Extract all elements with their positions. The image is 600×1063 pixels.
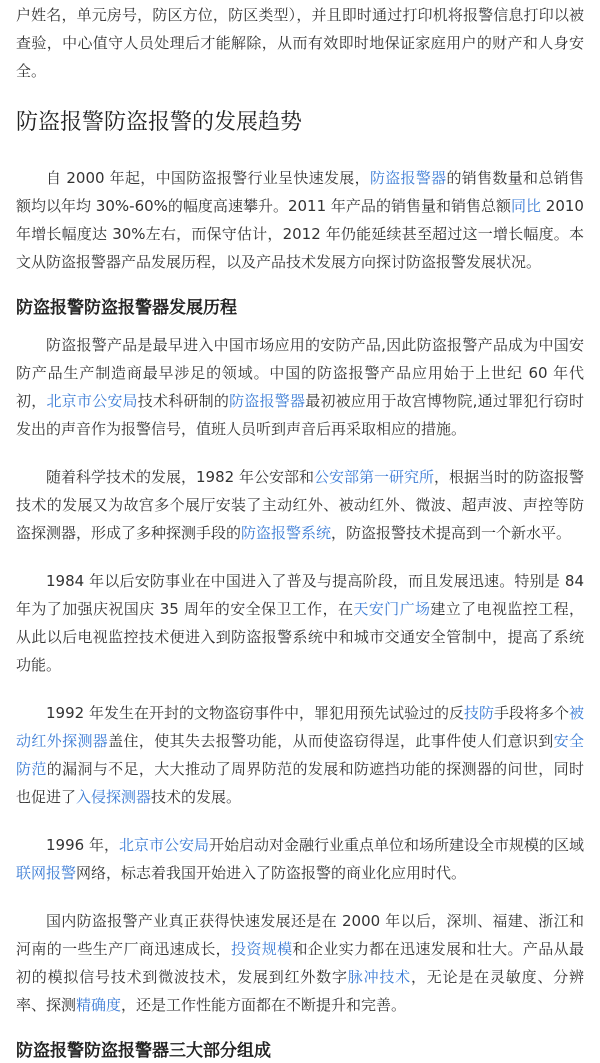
keyword-link[interactable]: 脉冲技术: [347, 968, 411, 986]
paragraph-text: 开始启动对金融行业重点单位和场所建设全市规模的区域: [208, 836, 584, 854]
paragraph-text: 手段将多个: [493, 704, 569, 722]
paragraph: [16, 1, 584, 85]
keyword-link[interactable]: 投资规模: [231, 940, 293, 958]
subsection-heading: 防盗报警防盗报警器发展历程: [16, 298, 237, 318]
paragraph-text: ，无论是在灵敏度、分辨率、探测: [16, 968, 584, 1014]
keyword-link[interactable]: 北京市公安局: [46, 392, 138, 410]
keyword-link[interactable]: 公安部第一研究所: [313, 468, 434, 486]
paragraph-text: 盖住，使其失去报警功能，从而使盗窃得逞，此事件使人们意识到: [108, 732, 554, 750]
keyword-link[interactable]: 被动红外探测器: [16, 704, 584, 750]
paragraph-text: 和企业实力都在迅速发展和壮大。产品从最初的模拟信号技术到微波技术，发展到红外数字: [16, 940, 584, 986]
keyword-link[interactable]: 天安门广场: [353, 600, 431, 618]
keyword-link[interactable]: 入侵探测器: [76, 788, 152, 806]
paragraph-text: 1984 年以后安防事业在中国进入了普及与提高阶段，而且发展迅速。特别是 84 年为了加强庆祝国庆 35 周年的安全保卫工作，在: [16, 572, 584, 618]
paragraph-text: 随着科学技术的发展，1982 年公安部和: [46, 468, 314, 486]
paragraph: [16, 831, 584, 887]
keyword-link[interactable]: 北京市公安局: [118, 836, 209, 854]
paragraph-text: 1996 年，: [46, 836, 119, 854]
keyword-link[interactable]: 联网报警: [16, 864, 77, 882]
paragraph-text: ，防盗报警技术提高到一个新水平。: [331, 524, 572, 542]
keyword-link[interactable]: 安全防范: [16, 732, 584, 778]
paragraph-text: 1992 年发生在开封的文物盗窃事件中，罪犯用预先试验过的反: [46, 704, 464, 722]
paragraph-text: 建立了电视监控工程，从此以后电视监控技术便进入到防盗报警系统中和城市交通安全管制中，提高了系统功能。: [16, 600, 584, 674]
paragraph: [16, 699, 584, 811]
paragraph-text: 自 2000 年起，中国防盗报警行业呈快速发展，: [46, 169, 370, 187]
paragraph: [16, 463, 584, 547]
paragraph-text: 的漏洞与不足，大大推动了周界防范的发展和防遮挡功能的探测器的问世，同时也促进了: [16, 760, 584, 806]
paragraph-text: 网络，标志着我国开始进入了防盗报警的商业化应用时代。: [76, 864, 467, 882]
paragraph-text: 国内防盗报警产业真正获得快速发展还是在 2000 年以后，深圳、福建、浙江和河南的一些生产厂商迅速成长，: [16, 912, 584, 958]
paragraph-text: 防盗报警产品是最早进入中国市场应用的安防产品,因此防盗报警产品成为中国安防产品生产制造商最早涉足的领域。中国的防盗报警产品应用始于上世纪 60 年代初，: [16, 336, 584, 410]
paragraph: [16, 907, 584, 1019]
paragraph-text: 技术的发展。: [151, 788, 242, 806]
paragraph-text: ，根据当时的防盗报警技术的发展又为故宫多个展厅安装了主动红外、被动红外、微波、超声波、声控等防盗探测器，形成了多种探测手段的: [16, 468, 584, 542]
paragraph-text: 2010 年增长幅度达 30%左右，而保守估计，2012 年仍能延续甚至超过这一增长幅度。本文从防盗报警器产品发展历程，以及产品技术发展方向探讨防盗报警发展状况。: [16, 197, 584, 271]
keyword-link[interactable]: 技防: [463, 704, 494, 722]
paragraph-text: 技术科研制的: [137, 392, 230, 410]
paragraph: [16, 164, 584, 276]
keyword-link[interactable]: 防盗报警器: [229, 392, 306, 410]
keyword-link[interactable]: 防盗报警系统: [241, 524, 332, 542]
keyword-link[interactable]: 同比: [511, 197, 542, 215]
paragraph-text: ，还是工作性能方面都在不断提升和完善。: [121, 996, 407, 1014]
keyword-link[interactable]: 精确度: [76, 996, 122, 1014]
paragraph: [16, 331, 584, 443]
keyword-link[interactable]: 防盗报警器: [369, 169, 447, 187]
paragraph: [16, 567, 584, 679]
paragraph-text: 最初被应用于故宫博物院,通过罪犯行窃时发出的声音作为报警信号，值班人员听到声音后再采取相应的措施。: [16, 392, 584, 438]
paragraph-text: 的销售数量和总销售额均以年均 30%-60%的幅度高速攀升。2011 年产品的销售量和销售总额: [16, 169, 584, 215]
paragraph-text: 户姓名，单元房号，防区方位，防区类型），并且即时通过打印机将报警信息打印以被查验，中心值守人员处理后才能解除，从而有效即时地保证家庭用户的财产和人身安全。: [16, 6, 584, 80]
subsection-heading: 防盗报警防盗报警器三大部分组成: [16, 1041, 271, 1061]
section-heading: 防盗报警防盗报警的发展趋势: [16, 110, 303, 135]
